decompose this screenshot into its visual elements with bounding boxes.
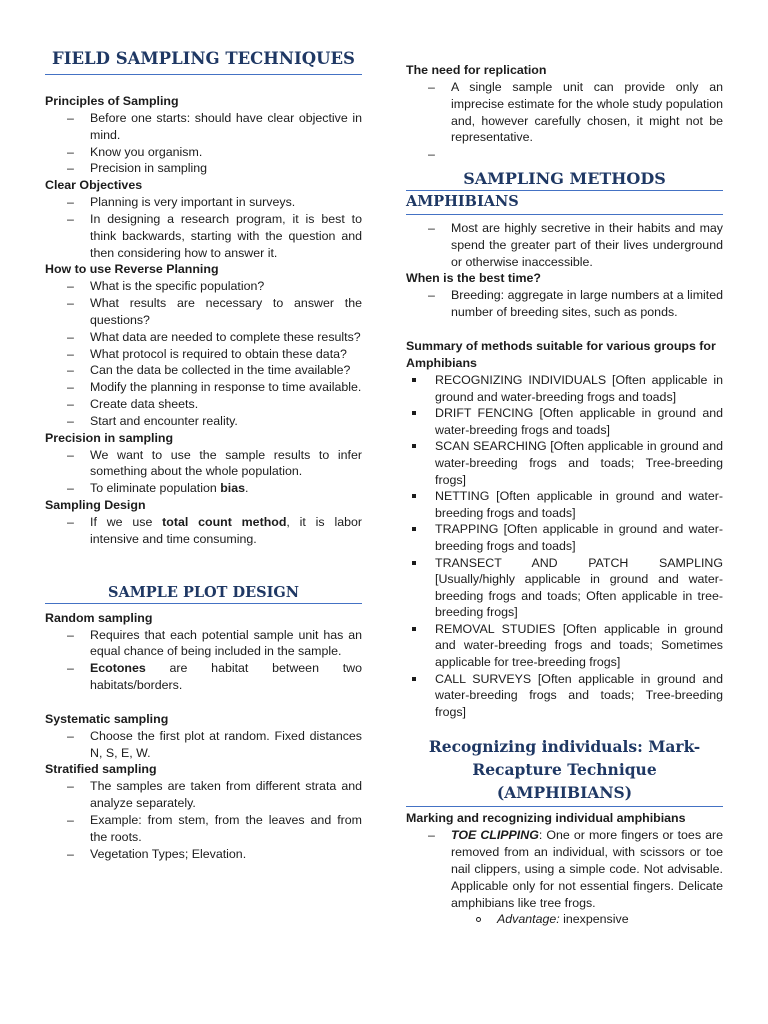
- advantage-list: [406, 911, 723, 928]
- list-item: – Before one starts: should have clear objective in mind.: [45, 110, 362, 144]
- reverse-planning-heading: How to use Reverse Planning: [45, 262, 219, 277]
- list-item: – We want to use the sample results to infer something about the whole population.: [45, 447, 362, 481]
- replication-heading: The need for replication: [406, 63, 547, 77]
- precision-heading: Precision in sampling: [45, 430, 174, 445]
- list-item: – What data are needed to complete these results?: [45, 329, 362, 346]
- amphibians-title: AMPHIBIANS: [406, 193, 723, 215]
- text: , it is labor intensive and time consuming.: [90, 514, 362, 546]
- list-item: CALL SURVEYS [Often applicable in ground and water-breeding frogs and toads; Tree-breeding frogs]: [406, 671, 723, 721]
- list-item: [45, 660, 362, 694]
- list-item: – Vegetation Types; Elevation.: [45, 846, 362, 863]
- text: are habitat between two habitats/borders.: [90, 661, 362, 692]
- sampling-design-list: [45, 514, 362, 548]
- document-title: FIELD SAMPLING TECHNIQUES: [45, 49, 362, 75]
- systematic-sampling-list: [45, 728, 362, 762]
- reverse-planning-list: [45, 278, 362, 429]
- list-item: – What results are necessary to answer the questions?: [45, 295, 362, 329]
- objectives-list: [45, 194, 362, 261]
- list-item: DRIFT FENCING [Often applicable in ground and water-breeding frogs and toads]: [406, 405, 723, 438]
- sampling-methods-title: SAMPLING METHODS: [406, 169, 723, 191]
- text: : One or more fingers or toes are removed from an individual, with scissors or toe nail clippers, using a simple code. Not advisable. Applicable only for not essential fingers. Delicate amphibians like tree frogs.: [451, 828, 723, 910]
- list-item: – Know you organism.: [45, 144, 362, 161]
- advantage-label: Advantage:: [497, 912, 560, 927]
- toe-clipping-label: TOE CLIPPING: [451, 828, 539, 843]
- stratified-sampling-list: [45, 778, 362, 862]
- list-item: RECOGNIZING INDIVIDUALS [Often applicable in ground and water-breeding frogs and toads]: [406, 372, 723, 405]
- right-column: [406, 0, 723, 928]
- bold-term: total count method: [162, 514, 287, 529]
- list-item: – Breeding: aggregate in large numbers at a limited number of breeding sites, such as ponds.: [406, 287, 723, 321]
- list-item: TRAPPING [Often applicable in ground and water-breeding frogs and toads]: [406, 521, 723, 554]
- list-item: [406, 146, 723, 163]
- stratified-sampling-heading: Stratified sampling: [45, 762, 157, 777]
- list-item: SCAN SEARCHING [Often applicable in ground and water-breeding frogs and toads; Tree-breeding frogs]: [406, 438, 723, 488]
- amphibians-list: [406, 220, 723, 270]
- marking-heading: Marking and recognizing individual amphibians: [406, 811, 686, 826]
- list-item: – Planning is very important in surveys.: [45, 194, 362, 211]
- list-item: – Can the data be collected in the time available?: [45, 362, 362, 379]
- summary-heading: Summary of methods suitable for various groups for Amphibians: [406, 338, 716, 370]
- list-item: [45, 480, 362, 497]
- list-item: – Choose the first plot at random. Fixed distances N, S, E, W.: [45, 728, 362, 762]
- best-time-heading: When is the best time?: [406, 271, 541, 286]
- summary-methods-list: [406, 372, 723, 720]
- best-time-list: [406, 287, 723, 321]
- random-sampling-list: [45, 627, 362, 694]
- list-item: – Example: from stem, from the leaves and from the roots.: [45, 812, 362, 846]
- objectives-heading: Clear Objectives: [45, 178, 143, 193]
- list-item: TRANSECT AND PATCH SAMPLING [Usually/highly applicable in ground and water-breeding frogs and toads; Often applicable in tree-breeding frogs]: [406, 555, 723, 621]
- principles-list: [45, 110, 362, 177]
- list-item: [45, 514, 362, 548]
- bold-term: Ecotones: [90, 661, 146, 676]
- list-item: – The samples are taken from different strata and analyze separately.: [45, 778, 362, 812]
- text: .: [244, 481, 249, 496]
- list-item: – In designing a research program, it is best to think backwards, starting with the question and then considering how to answer it.: [45, 211, 362, 261]
- list-item: – Start and encounter reality.: [45, 413, 362, 430]
- list-item: NETTING [Often applicable in ground and water-breeding frogs and toads]: [406, 488, 723, 521]
- list-item: [406, 911, 723, 928]
- list-item: – Precision in sampling: [45, 160, 362, 177]
- systematic-sampling-heading: Systematic sampling: [45, 711, 169, 726]
- text: inexpensive: [559, 912, 629, 927]
- list-item: – What is the specific population?: [45, 278, 362, 295]
- list-item: – What protocol is required to obtain these data?: [45, 346, 362, 363]
- bold-term: bias: [220, 481, 245, 496]
- list-item: – Create data sheets.: [45, 396, 362, 413]
- text: To eliminate population: [90, 481, 221, 496]
- sample-plot-design-title: SAMPLE PLOT DESIGN: [45, 584, 362, 604]
- list-item: – Modify the planning in response to time available.: [45, 379, 362, 396]
- left-column: [45, 0, 362, 862]
- random-sampling-heading: Random sampling: [45, 610, 153, 625]
- list-item: – Most are highly secretive in their habits and may spend the greater part of their lives underground or otherwise inaccessible.: [406, 220, 723, 270]
- precision-list: [45, 447, 362, 497]
- list-item: – A single sample unit can provide only an imprecise estimate for the whole study population and, however carefully chosen, it might not be representative.: [406, 79, 723, 146]
- principles-heading: Principles of Sampling: [45, 94, 179, 108]
- replication-list: [406, 79, 723, 163]
- text: If we use: [90, 514, 163, 529]
- list-item: [406, 827, 723, 911]
- marking-list: [406, 827, 723, 911]
- list-item: – Requires that each potential sample unit has an equal chance of being included in the sample.: [45, 627, 362, 661]
- list-item: REMOVAL STUDIES [Often applicable in ground and water-breeding frogs and toads; Sometimes applicable for tree-breeding frogs]: [406, 621, 723, 671]
- sampling-design-heading: Sampling Design: [45, 497, 146, 512]
- mark-recapture-title: Recognizing individuals: Mark-Recapture Technique (AMPHIBIANS): [406, 735, 723, 807]
